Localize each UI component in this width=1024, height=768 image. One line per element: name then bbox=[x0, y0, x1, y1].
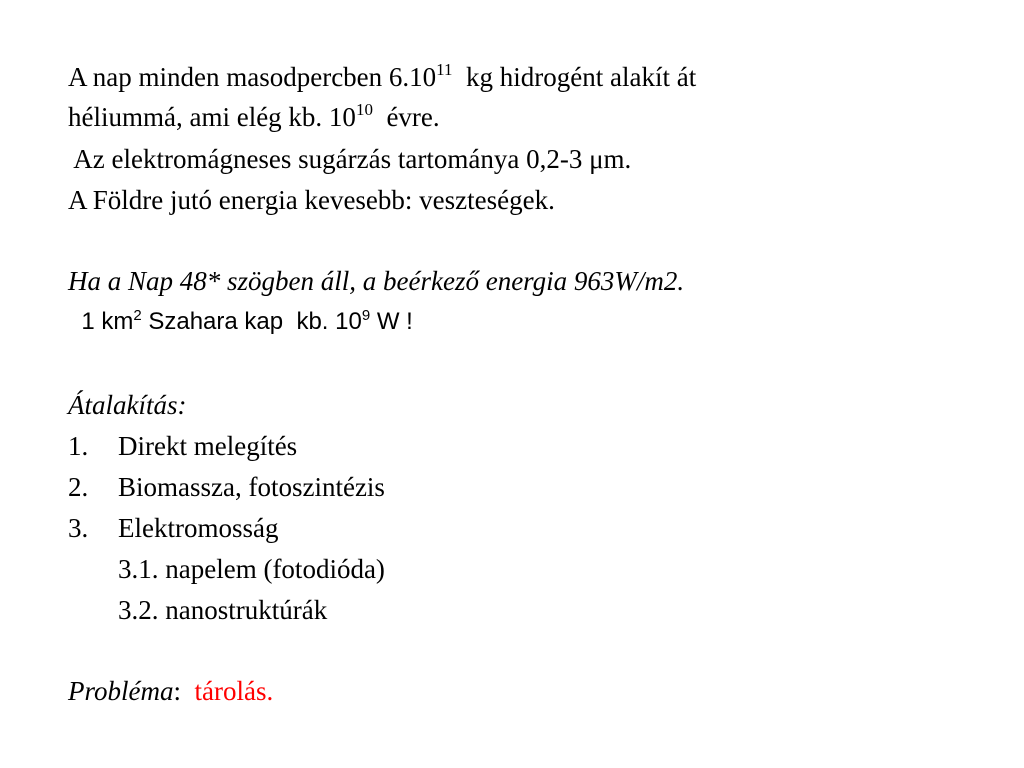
list-number: 3. bbox=[68, 513, 89, 543]
text-line-hydrogen bbox=[68, 60, 697, 92]
problem-colon: : bbox=[173, 676, 181, 706]
list-item bbox=[68, 515, 278, 542]
exponent: 10 bbox=[355, 100, 373, 119]
exponent: 9 bbox=[361, 307, 371, 324]
exponent: 11 bbox=[436, 60, 453, 79]
conversion-heading: Átalakítás: bbox=[68, 390, 187, 420]
text-line-sahara bbox=[68, 307, 413, 335]
list-item bbox=[68, 474, 385, 501]
list-text: Direkt melegítés bbox=[118, 431, 298, 461]
helium-text-end: évre. bbox=[372, 102, 440, 132]
problem-value: tárolás. bbox=[194, 676, 274, 706]
sublist-item: 3.2. nanostruktúrák bbox=[118, 595, 328, 625]
problem-label: Probléma bbox=[68, 676, 174, 706]
hydrogen-text-end: kg hidrogént alakít át bbox=[452, 62, 697, 92]
sahara-text-mid: Szahara kap kb. 10 bbox=[141, 308, 362, 335]
sublist-item: 3.1. napelem (fotodióda) bbox=[118, 554, 385, 584]
list-text: Elektromosság bbox=[118, 513, 279, 543]
sahara-text: 1 km bbox=[68, 308, 134, 335]
list-number: 1. bbox=[68, 431, 89, 461]
text-line-spectrum: Az elektromágneses sugárzás tartománya 0,2-3 μm. bbox=[68, 144, 632, 174]
hydrogen-text: A nap minden masodpercben 6.10 bbox=[68, 62, 437, 92]
list-item bbox=[68, 433, 297, 460]
exponent: 2 bbox=[133, 307, 142, 324]
problem-line bbox=[68, 678, 273, 705]
list-text: Biomassza, fotoszintézis bbox=[118, 472, 385, 502]
list-number: 2. bbox=[68, 472, 89, 502]
text-line-losses: A Földre jutó energia kevesebb: veszteségek. bbox=[68, 185, 555, 215]
sahara-text-end: W ! bbox=[370, 308, 413, 335]
text-line-helium bbox=[68, 100, 440, 132]
helium-text: héliummá, ami elég kb. 10 bbox=[68, 102, 356, 132]
text-line-sun-angle: Ha a Nap 48* szögben áll, a beérkező energia 963W/m2. bbox=[68, 266, 685, 296]
